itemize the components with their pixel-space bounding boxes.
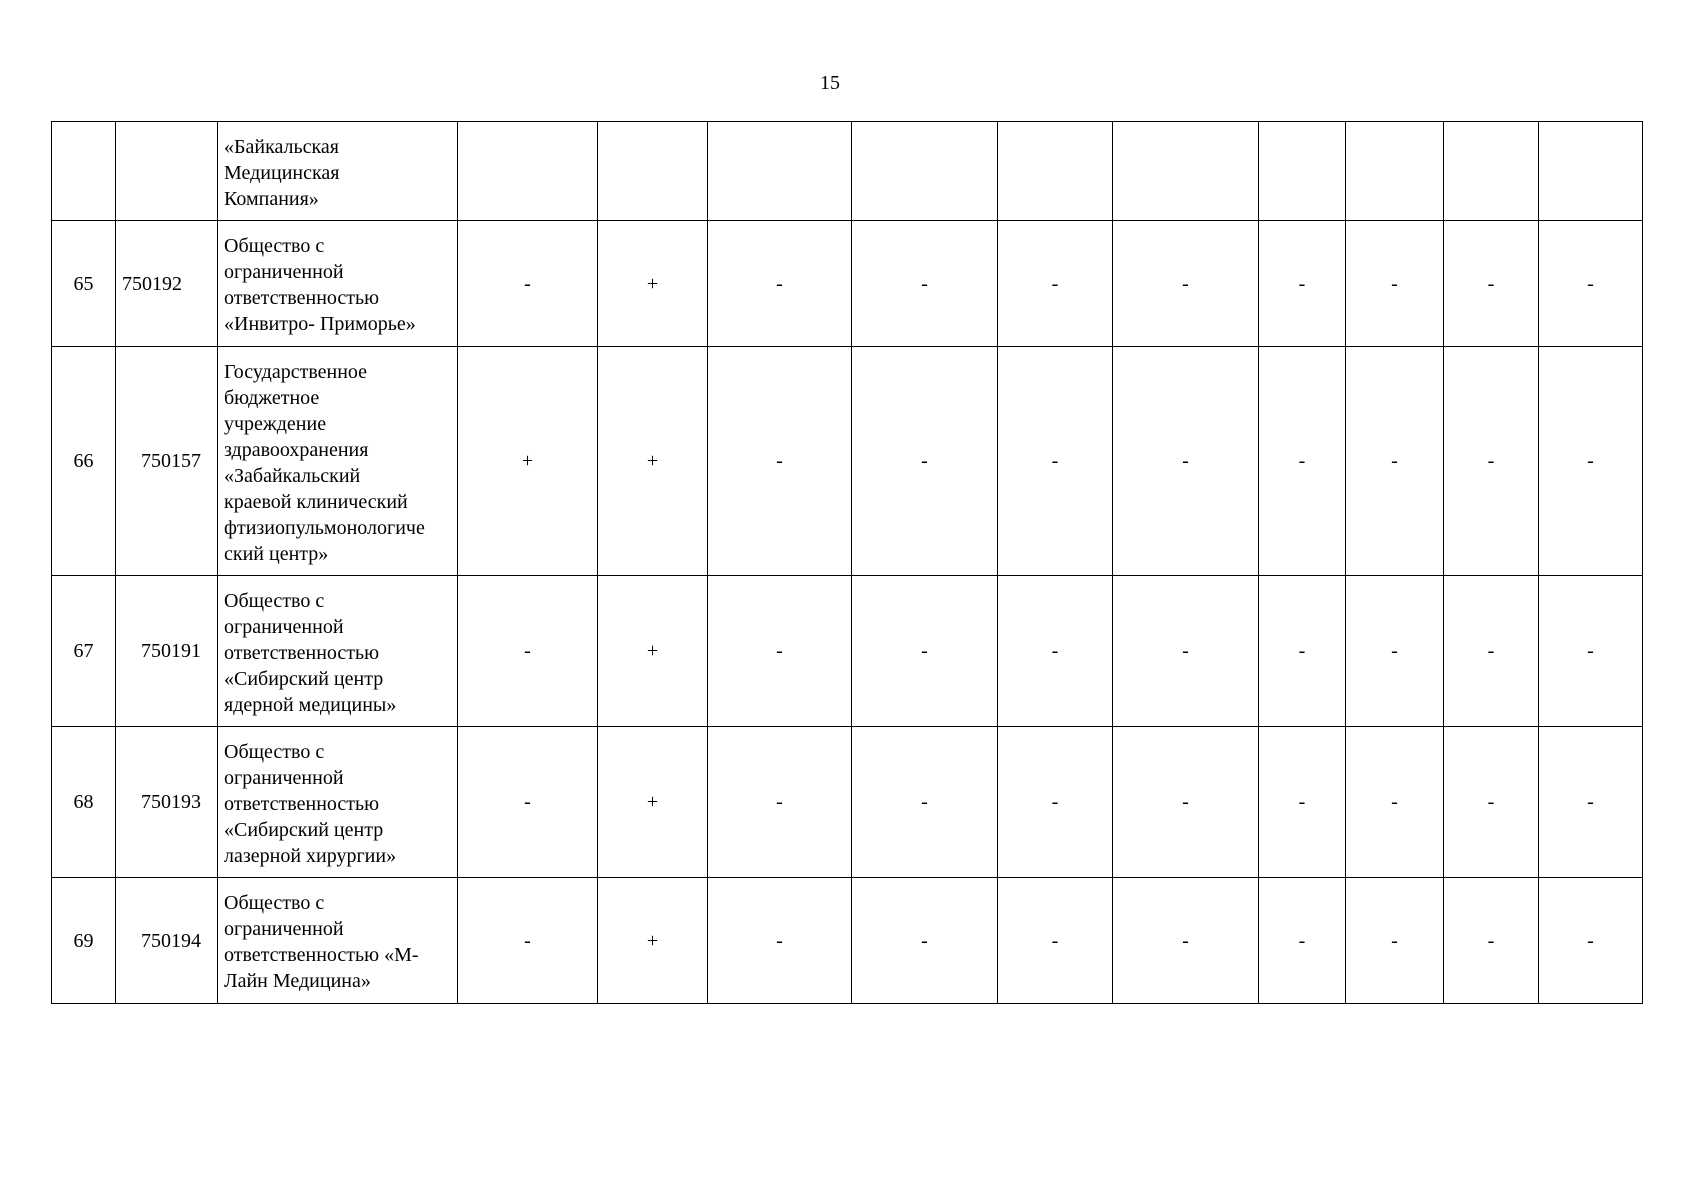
mark-cell [598,122,708,221]
organization-name-line: ограниченной [224,616,344,638]
mark-cell: - [1444,727,1539,878]
mark-cell: - [1259,878,1346,1004]
mark-cell [852,122,998,221]
registry-table [51,121,1643,1004]
mark-cell: + [598,576,708,727]
organization-name-line: Медицинская [224,162,340,184]
mark-cell: - [1259,347,1346,576]
organization-name-line: «Инвитро- Приморье» [224,313,416,335]
organization-name-line: ответственностью «М- [224,944,419,966]
organization-name-line: «Сибирский центр [224,819,384,841]
mark-cell: - [1113,576,1259,727]
organization-name-line: учреждение [224,413,327,435]
organization-name-line: Компания» [224,188,319,210]
mark-cell: - [1259,576,1346,727]
registry-code-cell [116,122,218,221]
mark-cell: - [1444,221,1539,347]
mark-cell [708,122,852,221]
mark-cell [458,122,598,221]
row-number-cell: 68 [52,727,116,878]
organization-name-line: ограниченной [224,918,344,940]
mark-cell: - [1346,576,1444,727]
page-number: 15 [820,72,840,94]
mark-cell: - [1346,878,1444,1004]
organization-name-line: ограниченной [224,767,344,789]
organization-name-line: фтизиопульмонологиче [224,517,425,539]
mark-cell: - [852,576,998,727]
row-number-cell: 65 [52,221,116,347]
mark-cell [1539,122,1643,221]
organization-name-line: ограниченной [224,261,344,283]
registry-code-cell: 750193 [116,727,218,878]
mark-cell: - [852,347,998,576]
organization-name-line: ответственностью [224,287,380,309]
mark-cell: - [1539,576,1643,727]
mark-cell: - [708,878,852,1004]
organization-name-cell [218,221,458,347]
mark-cell: - [998,347,1113,576]
mark-cell [998,122,1113,221]
organization-name-cell [218,878,458,1004]
mark-cell: - [708,347,852,576]
mark-cell: + [598,221,708,347]
organization-name-line: Общество с [224,741,325,763]
mark-cell: - [458,727,598,878]
organization-name-line: ответственностью [224,642,380,664]
row-number-cell: 69 [52,878,116,1004]
mark-cell [1346,122,1444,221]
mark-cell: - [458,221,598,347]
mark-cell: - [1113,727,1259,878]
mark-cell: - [1444,878,1539,1004]
organization-name-line: лазерной хирургии» [224,845,397,867]
organization-name-line: ядерной медицины» [224,694,397,716]
row-number-cell: 67 [52,576,116,727]
mark-cell: - [458,576,598,727]
table-row [52,122,1643,221]
organization-name-line: Общество с [224,235,325,257]
organization-name-line: ский центр» [224,543,329,565]
mark-cell: - [1539,347,1643,576]
registry-code-cell: 750191 [116,576,218,727]
mark-cell: + [458,347,598,576]
mark-cell [1444,122,1539,221]
organization-name-line: «Сибирский центр [224,668,384,690]
mark-cell: - [1444,576,1539,727]
row-number-cell [52,122,116,221]
mark-cell: + [598,878,708,1004]
mark-cell: - [998,576,1113,727]
organization-name-line: Общество с [224,590,325,612]
mark-cell: - [1113,878,1259,1004]
mark-cell [1259,122,1346,221]
organization-name-cell [218,727,458,878]
row-number-cell: 66 [52,347,116,576]
mark-cell: + [598,727,708,878]
mark-cell: + [598,347,708,576]
mark-cell: - [852,727,998,878]
mark-cell: - [1539,221,1643,347]
mark-cell: - [998,221,1113,347]
mark-cell: - [1346,347,1444,576]
mark-cell: - [708,221,852,347]
mark-cell: - [1539,727,1643,878]
mark-cell: - [1113,347,1259,576]
table-row [52,347,1643,576]
mark-cell: - [998,727,1113,878]
mark-cell: - [1539,878,1643,1004]
mark-cell: - [708,727,852,878]
table-row [52,576,1643,727]
mark-cell: - [1346,221,1444,347]
organization-name-line: Общество с [224,892,325,914]
organization-name-line: бюджетное [224,387,320,409]
mark-cell: - [1346,727,1444,878]
table-row [52,878,1643,1004]
table-row [52,727,1643,878]
mark-cell: - [852,878,998,1004]
mark-cell: - [1259,727,1346,878]
organization-name-line: «Байкальская [224,136,339,158]
registry-code-cell: 750157 [116,347,218,576]
mark-cell: - [1259,221,1346,347]
registry-code-cell: 750194 [116,878,218,1004]
mark-cell: - [1113,221,1259,347]
organization-name-line: «Забайкальский [224,465,361,487]
mark-cell: - [1444,347,1539,576]
mark-cell: - [708,576,852,727]
organization-name-cell [218,347,458,576]
mark-cell: - [852,221,998,347]
organization-name-line: Лайн Медицина» [224,970,371,992]
organization-name-cell [218,576,458,727]
table-row [52,221,1643,347]
table-body [52,122,1643,1004]
organization-name-line: ответственностью [224,793,380,815]
mark-cell: - [998,878,1113,1004]
registry-code-cell: 750192 [116,221,218,347]
mark-cell [1113,122,1259,221]
organization-name-line: Государственное [224,361,368,383]
organization-name-line: здравоохранения [224,439,369,461]
organization-name-line: краевой клинический [224,491,408,513]
mark-cell: - [458,878,598,1004]
organization-name-cell [218,122,458,221]
